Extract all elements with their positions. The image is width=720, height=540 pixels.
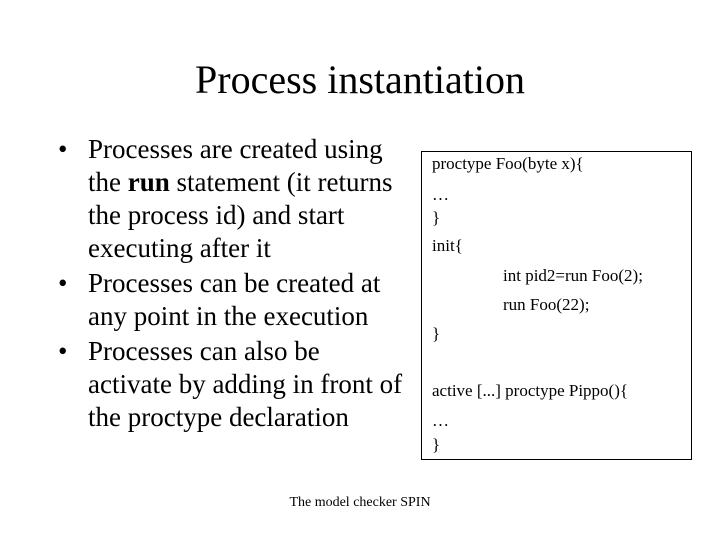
bullet-text-start: Processes are created using the <box>88 134 383 197</box>
bullet-icon: • <box>58 134 68 164</box>
bullet-text: Processes can be created at any point in the execution <box>88 268 381 331</box>
code-line: init{ <box>432 236 463 255</box>
code-line: … <box>432 411 449 430</box>
slide-title: Process instantiation <box>195 57 525 102</box>
bullet-text: Processes can also be activate by adding in front of the proctype declaration <box>88 336 403 432</box>
bullet-icon: • <box>58 336 68 366</box>
bullet-icon: • <box>58 268 68 298</box>
code-line: } <box>432 208 441 227</box>
code-line: … <box>432 185 449 204</box>
code-line: run Foo(22); <box>503 295 590 314</box>
bullet-item <box>56 133 408 265</box>
bullet-list <box>56 133 408 436</box>
bullet-item <box>56 267 408 333</box>
bullet-item <box>56 335 408 434</box>
code-example-box <box>421 151 692 460</box>
run-keyword: run <box>127 167 170 197</box>
code-line: int pid2=run Foo(2); <box>503 266 643 285</box>
code-line: active [...] proctype Pippo(){ <box>432 381 629 400</box>
code-line: } <box>432 324 441 343</box>
code-line: proctype Foo(byte x){ <box>432 154 584 173</box>
code-line: } <box>432 435 441 454</box>
bullet-text-end: statement (it returns the process id) and start executing after it <box>88 167 393 263</box>
slide-footer: The model checker SPIN <box>289 495 431 510</box>
